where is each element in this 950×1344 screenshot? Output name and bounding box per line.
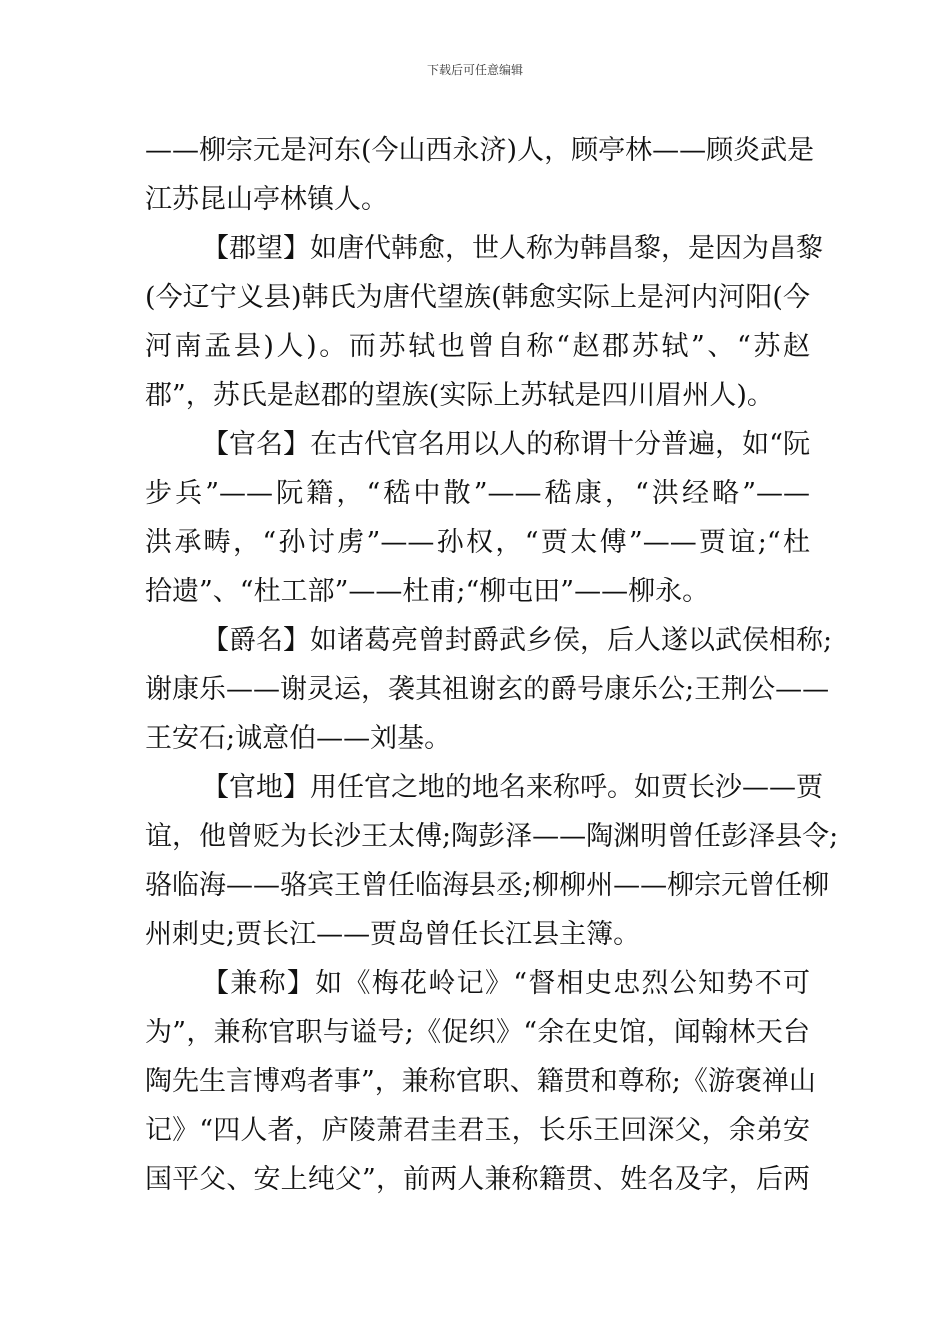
text-line: 洪承畴，“孙讨虏”——孙权，“贾太傅”——贾谊;“杜 (145, 527, 810, 558)
text-line: 【官名】在古代官名用以人的称谓十分普遍，如“阮 (202, 429, 810, 460)
text-line: 【官地】用任官之地的地名来称呼。如贾长沙——贾 (202, 772, 823, 803)
document-body (145, 126, 839, 1204)
text-line: (今辽宁义县)韩氏为唐代望族(韩愈实际上是河内河阳(今 (145, 282, 810, 313)
paragraph-continuation (145, 126, 815, 224)
text-line: 河南孟县)人)。而苏轼也曾自称“赵郡苏轼”、“苏赵 (145, 331, 810, 362)
text-line: ——柳宗元是河东(今山西永济)人，顾亭林——顾炎武是 (145, 135, 815, 166)
text-line: 江苏昆山亭林镇人。 (145, 184, 388, 215)
paragraph-junwang (145, 224, 823, 420)
paragraph-guandi (145, 763, 839, 959)
text-line: 王安石;诚意伯——刘基。 (145, 723, 452, 754)
text-line: 州刺史;贾长江——贾岛曾任长江县主簿。 (145, 919, 641, 950)
text-line: 为”，兼称官职与谥号;《促织》“余在史馆，闻翰林天台 (145, 1017, 810, 1048)
text-line: 郡”，苏氏是赵郡的望族(实际上苏轼是四川眉州人)。 (145, 380, 774, 411)
text-line: 【兼称】如《梅花岭记》“督相史忠烈公知势不可 (202, 968, 810, 999)
page-header: 下载后可任意编辑 (426, 63, 523, 77)
paragraph-guanming (145, 420, 810, 616)
text-line: 国平父、安上纯父”，前两人兼称籍贯、姓名及字，后两 (145, 1164, 810, 1195)
text-line: 步兵”——阮籍，“嵇中散”——嵇康，“洪经略”—— (145, 478, 810, 509)
text-line: 【郡望】如唐代韩愈，世人称为韩昌黎，是因为昌黎 (202, 233, 823, 264)
text-line: 拾遗”、“杜工部”——杜甫;“柳屯田”——柳永。 (145, 576, 710, 607)
text-line: 谢康乐——谢灵运，袭其祖谢玄的爵号康乐公;王荆公—— (145, 674, 830, 705)
text-line: 骆临海——骆宾王曾任临海县丞;柳柳州——柳宗元曾任柳 (145, 870, 830, 901)
text-line: 记》“四人者，庐陵萧君圭君玉，长乐王回深父，余弟安 (145, 1115, 810, 1146)
text-line: 谊，他曾贬为长沙王太傅;陶彭泽——陶渊明曾任彭泽县令; (145, 821, 839, 852)
paragraph-jueming (145, 616, 833, 763)
text-line: 【爵名】如诸葛亮曾封爵武乡侯，后人遂以武侯相称; (202, 625, 833, 656)
paragraph-jiancheng (145, 959, 816, 1204)
text-line: 陶先生言博鸡者事”，兼称官职、籍贯和尊称;《游褒禅山 (145, 1066, 816, 1097)
